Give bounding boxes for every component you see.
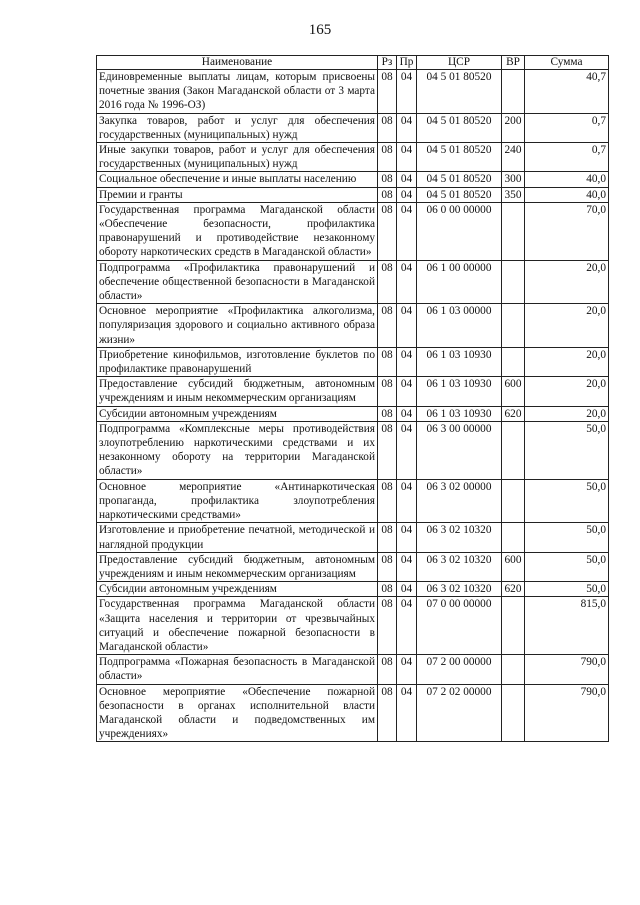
row-pr: 04 [397,304,417,348]
row-rz: 08 [378,523,397,552]
table-row [97,172,609,187]
row-name: Государственная программа Магаданской области «Защита населения и территории от чрезвычайных ситуаций и обеспечение пожарной безопасности в Магаданской области» [97,597,378,655]
row-vr: 600 [502,377,525,406]
row-rz: 08 [378,172,397,187]
row-vr [502,347,525,376]
row-pr: 04 [397,172,417,187]
row-rz: 08 [378,347,397,376]
row-pr: 04 [397,421,417,479]
row-rz: 08 [378,260,397,304]
row-rz: 08 [378,684,397,742]
row-vr: 300 [502,172,525,187]
row-sum: 20,0 [525,347,609,376]
row-pr: 04 [397,655,417,684]
header-name: Наименование [97,56,378,70]
row-name: Социальное обеспечение и иные выплаты населению [97,172,378,187]
table-row [97,582,609,597]
table-row [97,304,609,348]
row-csr: 06 0 00 00000 [417,202,502,260]
page-number: 165 [308,22,332,38]
row-pr: 04 [397,377,417,406]
table-row [97,421,609,479]
row-name: Подпрограмма «Пожарная безопасность в Магаданской области» [97,655,378,684]
row-sum: 50,0 [525,421,609,479]
row-name: Изготовление и приобретение печатной, методической и наглядной продукции [97,523,378,552]
row-name: Подпрограмма «Комплексные меры противодействия злоупотреблению наркотическими средствами и их незаконному обороту на территории Магаданской области» [97,421,378,479]
row-pr: 04 [397,684,417,742]
row-rz: 08 [378,552,397,581]
table-row [97,143,609,172]
table-header-row [97,56,609,70]
row-vr [502,597,525,655]
row-rz: 08 [378,70,397,114]
row-name: Основное мероприятие «Обеспечение пожарной безопасности в органах исполнительной власти Магаданской области и подведомственных им учреждениях» [97,684,378,742]
row-vr [502,260,525,304]
row-csr: 04 5 01 80520 [417,172,502,187]
row-pr: 04 [397,597,417,655]
row-name: Предоставление субсидий бюджетным, автономным учреждениям и иным некоммерческим организациям [97,377,378,406]
row-csr: 04 5 01 80520 [417,113,502,142]
row-vr: 240 [502,143,525,172]
row-csr: 06 3 02 10320 [417,552,502,581]
budget-table [96,55,609,742]
row-sum: 20,0 [525,304,609,348]
row-name: Предоставление субсидий бюджетным, автономным учреждениям и иным некоммерческим организациям [97,552,378,581]
row-vr: 600 [502,552,525,581]
row-name: Закупка товаров, работ и услуг для обеспечения государственных (муниципальных) нужд [97,113,378,142]
row-sum: 70,0 [525,202,609,260]
row-name: Иные закупки товаров, работ и услуг для обеспечения государственных (муниципальных) нужд [97,143,378,172]
row-sum: 40,0 [525,172,609,187]
row-sum: 40,7 [525,70,609,114]
row-csr: 07 2 02 00000 [417,684,502,742]
table-row [97,113,609,142]
row-vr [502,70,525,114]
row-pr: 04 [397,347,417,376]
row-sum: 50,0 [525,582,609,597]
row-pr: 04 [397,70,417,114]
row-vr: 350 [502,187,525,202]
row-sum: 50,0 [525,523,609,552]
header-vr: ВР [502,56,525,70]
row-vr [502,304,525,348]
table-row [97,552,609,581]
row-name: Субсидии автономным учреждениям [97,582,378,597]
row-csr: 06 1 03 10930 [417,377,502,406]
row-pr: 04 [397,202,417,260]
row-name: Приобретение кинофильмов, изготовление буклетов по профилактике правонарушений [97,347,378,376]
header-rz: Рз [378,56,397,70]
header-sum: Сумма [525,56,609,70]
row-sum: 20,0 [525,377,609,406]
row-vr [502,684,525,742]
row-name: Подпрограмма «Профилактика правонарушений и обеспечение общественной безопасности в Магаданской области» [97,260,378,304]
row-pr: 04 [397,523,417,552]
row-csr: 04 5 01 80520 [417,143,502,172]
row-rz: 08 [378,479,397,523]
row-sum: 20,0 [525,406,609,421]
row-rz: 08 [378,113,397,142]
table-row [97,70,609,114]
row-pr: 04 [397,143,417,172]
table-row [97,655,609,684]
row-rz: 08 [378,202,397,260]
table-row [97,347,609,376]
row-sum: 40,0 [525,187,609,202]
row-csr: 06 1 03 00000 [417,304,502,348]
row-rz: 08 [378,187,397,202]
row-sum: 50,0 [525,552,609,581]
row-vr [502,523,525,552]
row-csr: 06 3 02 10320 [417,582,502,597]
row-vr: 200 [502,113,525,142]
row-name: Государственная программа Магаданской области «Обеспечение безопасности, профилактика правонарушений и противодействие незаконному обороту наркотических средств в Магаданской области» [97,202,378,260]
row-name: Субсидии автономным учреждениям [97,406,378,421]
row-vr [502,479,525,523]
table-row [97,479,609,523]
row-pr: 04 [397,582,417,597]
row-name: Основное мероприятие «Антинаркотическая пропаганда, профилактика злоупотребления наркотическими средствами» [97,479,378,523]
row-sum: 0,7 [525,113,609,142]
row-pr: 04 [397,260,417,304]
row-rz: 08 [378,421,397,479]
row-sum: 0,7 [525,143,609,172]
row-csr: 07 0 00 00000 [417,597,502,655]
row-pr: 04 [397,552,417,581]
table-row [97,406,609,421]
row-vr: 620 [502,582,525,597]
row-sum: 50,0 [525,479,609,523]
row-csr: 06 1 03 10930 [417,347,502,376]
row-csr: 04 5 01 80520 [417,70,502,114]
row-rz: 08 [378,655,397,684]
row-vr: 620 [502,406,525,421]
row-pr: 04 [397,113,417,142]
row-csr: 06 1 00 00000 [417,260,502,304]
row-pr: 04 [397,187,417,202]
table-row [97,187,609,202]
row-csr: 07 2 00 00000 [417,655,502,684]
row-rz: 08 [378,582,397,597]
header-pr: Пр [397,56,417,70]
row-sum: 815,0 [525,597,609,655]
row-pr: 04 [397,406,417,421]
row-sum: 790,0 [525,655,609,684]
row-name: Единовременные выплаты лицам, которым присвоены почетные звания (Закон Магаданской области от 3 марта 2016 года № 1996-ОЗ) [97,70,378,114]
row-csr: 06 3 00 00000 [417,421,502,479]
table-row [97,202,609,260]
row-vr [502,655,525,684]
row-rz: 08 [378,143,397,172]
row-rz: 08 [378,304,397,348]
row-sum: 20,0 [525,260,609,304]
row-vr [502,421,525,479]
row-csr: 06 3 02 00000 [417,479,502,523]
table-row [97,597,609,655]
row-rz: 08 [378,377,397,406]
table-row [97,377,609,406]
row-name: Основное мероприятие «Профилактика алкоголизма, популяризация здорового и социально активного образа жизни» [97,304,378,348]
table-row [97,684,609,742]
row-name: Премии и гранты [97,187,378,202]
header-csr: ЦСР [417,56,502,70]
table-row [97,523,609,552]
row-rz: 08 [378,406,397,421]
row-vr [502,202,525,260]
row-sum: 790,0 [525,684,609,742]
row-pr: 04 [397,479,417,523]
row-csr: 06 3 02 10320 [417,523,502,552]
row-rz: 08 [378,597,397,655]
row-csr: 04 5 01 80520 [417,187,502,202]
row-csr: 06 1 03 10930 [417,406,502,421]
table-row [97,260,609,304]
